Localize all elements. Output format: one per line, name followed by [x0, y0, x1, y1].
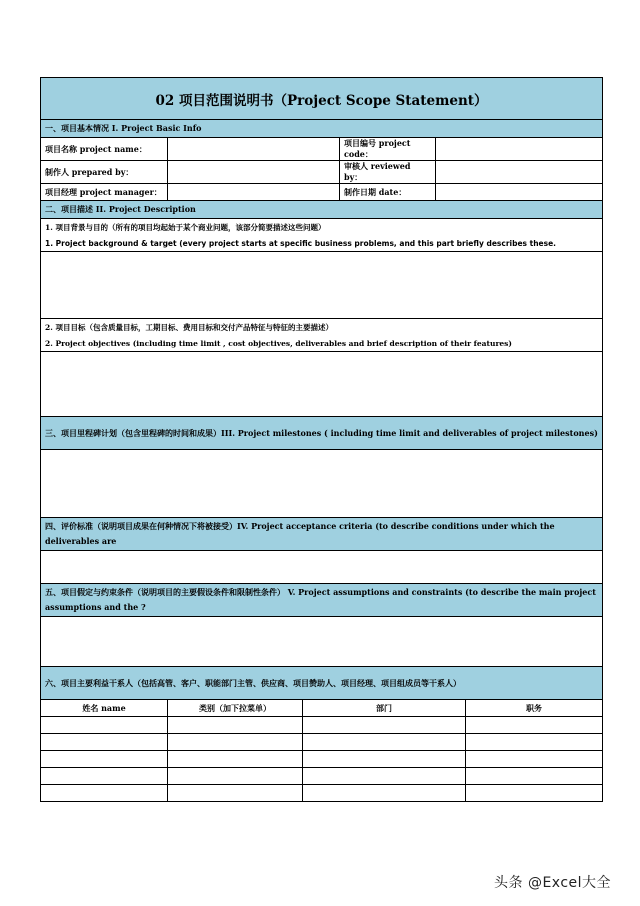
section-description-heading: 二、项目描述 II. Project Description [41, 201, 603, 219]
date-field[interactable] [436, 184, 603, 201]
col-name-header: 姓名 name [41, 700, 168, 717]
position-cell[interactable] [466, 751, 603, 768]
objectives-input[interactable] [41, 352, 603, 417]
position-cell[interactable] [466, 785, 603, 802]
project-code-field[interactable] [436, 138, 603, 161]
section-assumptions-heading: 五、项目假定与约束条件（说明项目的主要假设条件和限制性条件） V. Project assumptions and constraints (to describe the main project assumptions and the ? [41, 584, 603, 617]
stakeholder-row [41, 751, 603, 768]
acceptance-input[interactable] [41, 551, 603, 584]
category-cell[interactable] [168, 785, 303, 802]
objectives-cn: 2. 项目目标（包含质量目标，工期目标、费用目标和交付产品特征与特征的主要描述） [41, 319, 603, 336]
name-cell[interactable] [41, 768, 168, 785]
project-name-field[interactable] [168, 138, 340, 161]
project-manager-field[interactable] [168, 184, 340, 201]
name-cell[interactable] [41, 785, 168, 802]
position-cell[interactable] [466, 734, 603, 751]
stakeholder-row [41, 734, 603, 751]
department-cell[interactable] [303, 768, 466, 785]
objectives-en: 2. Project objectives (including time limit , cost objectives, deliverables and brief description of their features) [41, 335, 603, 352]
position-cell[interactable] [466, 717, 603, 734]
stakeholder-row [41, 785, 603, 802]
assumptions-input[interactable] [41, 617, 603, 667]
department-cell[interactable] [303, 785, 466, 802]
info-row [41, 184, 603, 201]
watermark: 头条 @Excel大全 [494, 875, 612, 891]
position-cell[interactable] [466, 768, 603, 785]
background-target-en: 1. Project background & target (every project starts at specific business problems, and this part briefly describes these. [41, 235, 603, 252]
info-row [41, 138, 603, 161]
stakeholder-header-row [41, 700, 603, 717]
category-cell[interactable] [168, 734, 303, 751]
date-label: 制作日期 date： [340, 184, 436, 201]
section-milestones-heading: 三、项目里程碑计划（包含里程碑的时间和成果）III. Project milestones ( including time limit and deliverables of project milestones) [41, 417, 603, 450]
stakeholder-row [41, 717, 603, 734]
milestones-input[interactable] [41, 450, 603, 518]
department-cell[interactable] [303, 734, 466, 751]
department-cell[interactable] [303, 717, 466, 734]
document-title: 02 项目范围说明书（Project Scope Statement） [41, 78, 603, 120]
category-cell[interactable] [168, 751, 303, 768]
background-target-input[interactable] [41, 252, 603, 319]
category-cell[interactable] [168, 768, 303, 785]
project-name-label: 项目名称 project name： [41, 138, 168, 161]
department-cell[interactable] [303, 751, 466, 768]
prepared-by-field[interactable] [168, 161, 340, 184]
col-department-header: 部门 [303, 700, 466, 717]
col-position-header: 职务 [466, 700, 603, 717]
info-row [41, 161, 603, 184]
scope-statement-form [40, 77, 602, 802]
name-cell[interactable] [41, 751, 168, 768]
name-cell[interactable] [41, 734, 168, 751]
name-cell[interactable] [41, 717, 168, 734]
prepared-by-label: 制作人 prepared by： [41, 161, 168, 184]
section-basic-info-heading: 一、项目基本情况 I. Project Basic Info [41, 120, 603, 138]
col-category-header: 类别（加下拉菜单） [168, 700, 303, 717]
project-code-label: 项目编号 project code： [340, 138, 436, 161]
reviewed-by-field[interactable] [436, 161, 603, 184]
section-stakeholders-heading: 六、项目主要利益干系人（包括高管、客户、职能部门主管、供应商、项目赞助人、项目经理、项目组成员等干系人） [41, 667, 603, 700]
scope-table [40, 77, 603, 802]
background-target-cn: 1. 项目背景与目的（所有的项目均起始于某个商业问题，该部分简要描述这些问题） [41, 219, 603, 236]
section-acceptance-heading: 四、评价标准（说明项目成果在何种情况下将被接受）IV. Project acceptance criteria (to describe conditions under which the deliverables are [41, 518, 603, 551]
category-cell[interactable] [168, 717, 303, 734]
project-manager-label: 项目经理 project manager： [41, 184, 168, 201]
reviewed-by-label: 审核人 reviewed by： [340, 161, 436, 184]
stakeholder-row [41, 768, 603, 785]
